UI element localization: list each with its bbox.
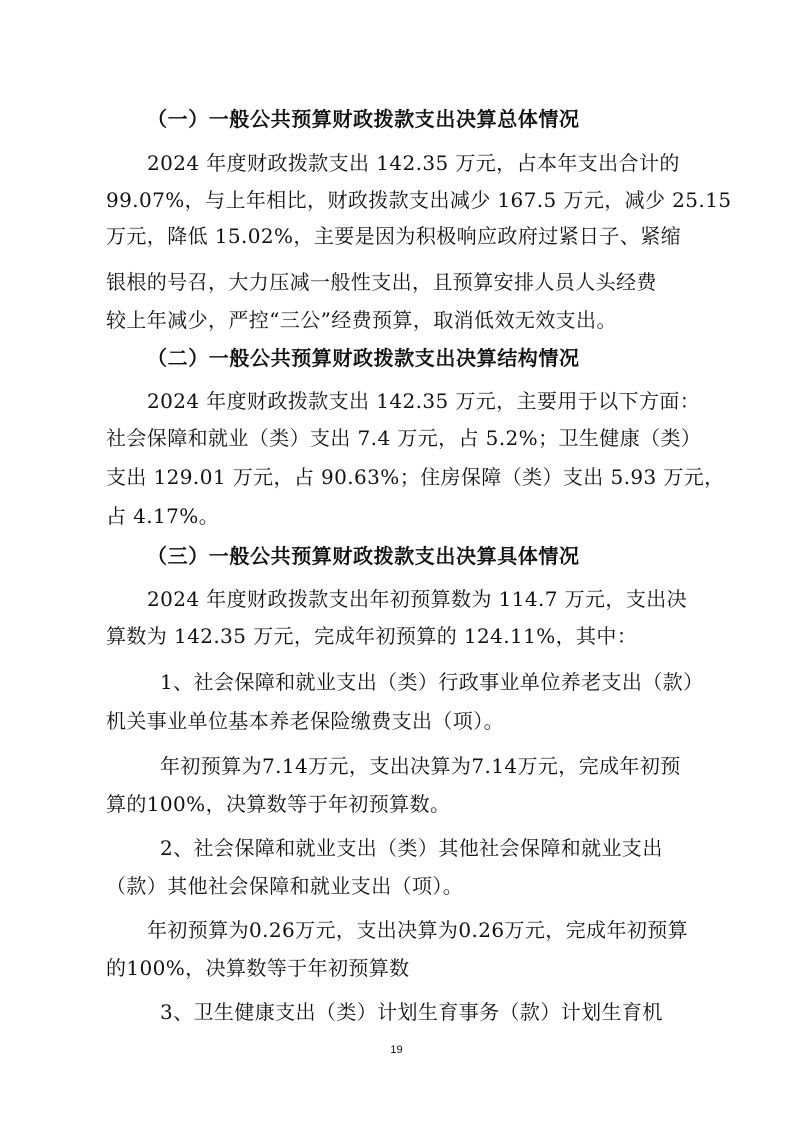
paragraph-line: 较上年减少，严控“三公”经费预算，取消低效无效支出。 [106,308,617,332]
paragraph-line: 的100%，决算数等于年初预算数 [106,956,410,980]
paragraph-line: 银根的号召，大力压减一般性支出，且预算安排人员人头经费 [106,270,657,294]
page-number: 19 [390,1044,403,1056]
section-heading-1: （一）一般公共预算财政拨款支出决算总体情况 [147,107,580,131]
paragraph-line: 支出 129.01 万元，占 90.63%；住房保障（类）支出 5.93 万元， [106,465,725,489]
paragraph-line: 年初预算为7.14万元，支出决算为7.14万元，完成年初预 [160,754,681,778]
list-item-line: 机关事业单位基本养老保险缴费支出（项）。 [106,709,504,733]
section-heading-3: （三）一般公共预算财政拨款支出决算具体情况 [147,544,580,568]
paragraph-line: 2024 年度财政拨款支出年初预算数为 114.7 万元，支出决 [147,587,688,611]
paragraph-line: 占 4.17%。 [106,504,220,528]
paragraph-line: 99.07%，与上年相比，财政拨款支出减少 167.5 万元，减少 25.15 [106,188,732,212]
paragraph-line: 算数为 142.35 万元，完成年初预算的 124.11%，其中： [106,624,638,648]
paragraph-line: 算的100%，决算数等于年初预算数。 [106,792,451,816]
paragraph-line: 年初预算为0.26万元，支出决算为0.26万元，完成年初预算 [147,918,689,942]
paragraph-line: 万元，降低 15.02%，主要是因为积极响应政府过紧日子、紧缩 [106,224,682,248]
list-item-line: 2、社会保障和就业支出（类）其他社会保障和就业支出 [160,836,663,860]
paragraph-line: 2024 年度财政拨款支出 142.35 万元，占本年支出合计的 [147,151,680,175]
list-item-line: 3、卫生健康支出（类）计划生育事务（款）计划生育机 [160,1000,663,1024]
section-heading-2: （二）一般公共预算财政拨款支出决算结构情况 [147,346,580,370]
list-item-line: 1、社会保障和就业支出（类）行政事业单位养老支出（款） [160,670,704,694]
list-item-line: （款）其他社会保障和就业支出（项）。 [106,874,464,898]
paragraph-line: 社会保障和就业（类）支出 7.4 万元，占 5.2%；卫生健康（类） [106,426,702,450]
paragraph-line: 2024 年度财政拨款支出 142.35 万元，主要用于以下方面： [147,389,701,413]
